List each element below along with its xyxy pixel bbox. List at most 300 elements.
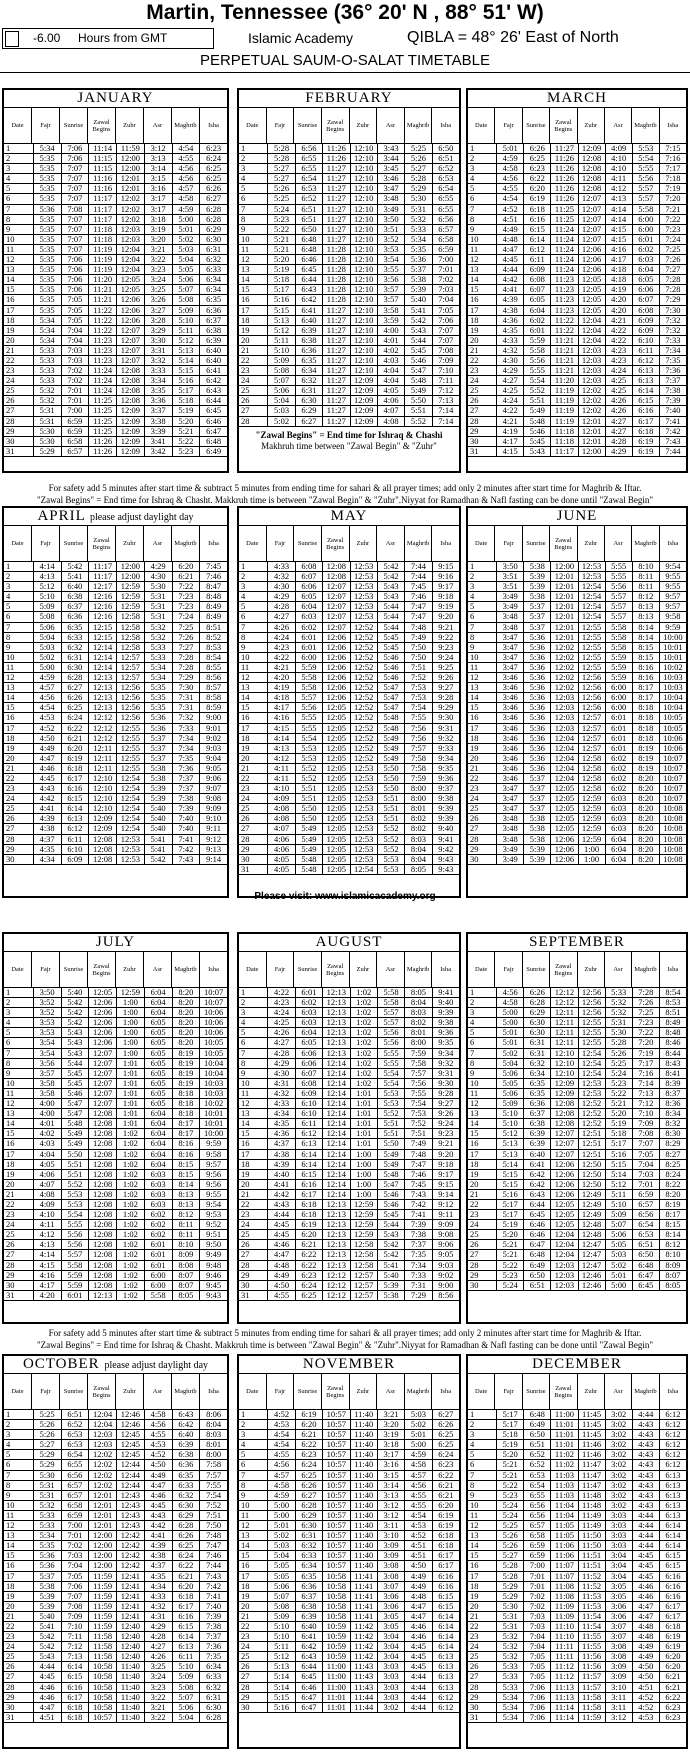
table-cell: 12:08	[323, 562, 350, 571]
gmt-checkbox[interactable]	[5, 31, 19, 47]
table-cell: 5:17	[497, 1410, 524, 1419]
table-cell: 8:01	[206, 1440, 222, 1450]
table-cell: 12:59	[117, 582, 145, 591]
table-cell: 4:32	[268, 572, 295, 581]
table-cell: 6:35	[62, 623, 90, 632]
table-cell: 6:22	[296, 1440, 323, 1449]
table-cell: 4:54	[34, 703, 62, 712]
month-january	[2, 88, 229, 473]
table-cell: 7:38	[665, 386, 681, 396]
table-cell: 7:11	[438, 376, 454, 386]
table-cell: 8	[4, 633, 34, 642]
table-cell: 6:01	[606, 744, 633, 753]
table-cell: 10:57	[323, 1491, 350, 1500]
table-cell: 8:02	[405, 1018, 432, 1027]
table-cell: 6:16	[524, 215, 551, 224]
month-title	[468, 90, 686, 108]
table-cell: 5:35	[34, 154, 62, 163]
table-cell: 3:58	[34, 1079, 62, 1088]
month-name: MAY	[330, 508, 368, 524]
table-cell: 3:04	[378, 1632, 405, 1641]
table-cell: 7:30	[173, 683, 201, 692]
table-cell: 11:59	[89, 1612, 117, 1621]
table-cell: 7:13	[438, 396, 454, 406]
column-header: Fajr	[32, 108, 60, 143]
table-cell: 5:42	[378, 1250, 405, 1259]
table-cell: 12:58	[351, 1261, 378, 1270]
table-cell: 12:00	[89, 1561, 117, 1570]
table-cell: 5:49	[62, 1129, 90, 1138]
table-cell: 11:40	[117, 1662, 145, 1671]
table-cell: 5:23	[268, 215, 295, 224]
table-cell: 8:01	[405, 1028, 432, 1037]
table-cell: 12:12	[551, 988, 578, 997]
table-row	[468, 245, 686, 255]
month-july	[2, 932, 229, 1324]
table-cell: 6:40	[206, 345, 222, 355]
table-cell: 10:57	[323, 1450, 350, 1459]
table-cell: 11:27	[323, 326, 350, 335]
table-cell: 5:51	[524, 396, 551, 405]
table-cell: 6:16	[633, 406, 660, 415]
table-cell: 10:58	[323, 1602, 350, 1611]
table-cell: 12:08	[89, 1281, 117, 1290]
table-cell: 10:08	[663, 854, 683, 864]
page-title: Martin, Tennessee (36° 20' N , 88° 51' W)	[146, 1, 544, 24]
table-row	[468, 417, 686, 427]
table-cell: 4:45	[633, 1572, 660, 1581]
table-cell: 25	[468, 1230, 497, 1239]
table-cell: 7:36	[173, 764, 201, 773]
table-cell: 11:43	[351, 1662, 378, 1671]
table-cell: 6:04	[145, 1150, 173, 1159]
table-cell: 19	[4, 1170, 34, 1179]
table-cell: 9	[4, 1491, 34, 1500]
table-cell: 12:56	[579, 673, 606, 682]
table-row	[239, 1521, 459, 1531]
table-row	[239, 1693, 459, 1703]
table-cell: 12:07	[551, 1139, 578, 1148]
table-cell: 18	[4, 734, 34, 743]
table-cell: 11:53	[579, 1592, 606, 1601]
table-cell: 9:55	[665, 582, 681, 592]
table-cell: 8:56	[206, 673, 222, 683]
table-cell: 4:15	[606, 225, 633, 234]
table-cell: 11:27	[323, 346, 350, 355]
table-cell: 5:12	[173, 336, 201, 345]
table-cell: 4:53	[34, 713, 62, 722]
table-row	[468, 1491, 686, 1501]
table-cell: 5:42	[378, 572, 405, 581]
table-cell: 5:58	[296, 673, 323, 682]
table-cell: 7:51	[405, 1129, 432, 1138]
table-cell: 12:12	[89, 713, 117, 722]
table-row	[468, 1150, 686, 1160]
table-cell: 4:37	[34, 835, 62, 844]
table-cell: 3:04	[378, 1642, 405, 1651]
table-cell: 8:36	[665, 1099, 681, 1109]
table-cell: 12:06	[551, 835, 578, 844]
table-row	[239, 346, 459, 356]
table-cell: 5:35	[34, 235, 62, 244]
table-cell: 1	[468, 988, 497, 997]
table-cell: 5:49	[378, 1160, 405, 1169]
table-cell: 6:14	[438, 1632, 454, 1642]
table-cell: 5:28	[268, 154, 295, 163]
table-cell: 11:26	[551, 194, 578, 203]
table-cell: 5:18	[268, 275, 295, 284]
table-cell: 2	[468, 998, 497, 1007]
table-cell: 20	[468, 754, 497, 763]
table-cell: 6:22	[665, 1692, 681, 1702]
table-cell: 4:04	[34, 1150, 62, 1159]
table-cell: 6:40	[173, 1430, 201, 1439]
table-cell: 4:50	[145, 1460, 173, 1469]
table-cell: 5:31	[145, 602, 173, 611]
table-row	[239, 1119, 459, 1129]
table-cell: 12:03	[551, 703, 578, 712]
table-cell: 5:10	[268, 346, 295, 355]
table-cell: 27	[4, 1672, 34, 1681]
table-cell: 6:04	[524, 306, 551, 315]
table-cell: 6:07	[296, 572, 323, 581]
table-cell: 20	[4, 754, 34, 763]
table-cell: 4:28	[268, 602, 295, 611]
table-cell: 5:29	[34, 1450, 62, 1459]
table-cell: 5:25	[268, 194, 295, 203]
table-cell: 11:27	[323, 396, 350, 405]
table-cell: 8:46	[665, 1038, 681, 1048]
table-cell: 12:10	[351, 255, 378, 264]
month-daylight-note: please adjust daylight day	[89, 512, 194, 523]
table-row	[239, 1511, 459, 1521]
table-cell: 6:11	[296, 1119, 323, 1128]
table-cell: 6:24	[173, 1551, 201, 1560]
table-cell: 11:27	[323, 184, 350, 193]
table-row	[468, 784, 686, 794]
table-row	[4, 1460, 227, 1470]
table-cell: 11:40	[351, 1491, 378, 1500]
table-cell: 1:01	[351, 1119, 378, 1128]
table-cell: 24	[239, 1642, 268, 1651]
table-cell: 8:18	[633, 703, 660, 712]
table-cell: 12:41	[117, 1572, 145, 1581]
table-cell: 6:06	[296, 1049, 323, 1058]
table-cell: 6:47	[296, 1703, 323, 1712]
table-cell: 12:14	[323, 1069, 350, 1078]
table-cell: 6:04	[145, 1119, 173, 1128]
month-september	[466, 932, 688, 1324]
table-cell: 6:06	[633, 285, 660, 294]
table-cell: 7	[4, 1049, 34, 1058]
table-cell: 5:51	[378, 814, 405, 823]
table-row	[239, 144, 459, 154]
table-row	[468, 1028, 686, 1038]
column-header: Fajr	[32, 1374, 60, 1409]
table-row	[4, 1642, 227, 1652]
table-cell: 5:37	[524, 804, 551, 813]
table-cell: 4:55	[173, 154, 201, 163]
table-cell: 5:12	[606, 1180, 633, 1189]
table-cell: 5:15	[606, 1160, 633, 1169]
table-cell: 5:42	[62, 1008, 90, 1017]
table-cell: 6:07	[296, 1069, 323, 1078]
table-cell: 12:05	[323, 703, 350, 712]
table-cell: 4:25	[497, 386, 524, 395]
column-header: Zawal Begins	[550, 952, 577, 987]
table-row	[468, 1018, 686, 1028]
table-cell: 11:07	[551, 1561, 578, 1570]
table-cell: 30	[239, 1281, 268, 1290]
column-header: Sunrise	[294, 952, 322, 987]
table-cell: 3:22	[145, 255, 173, 264]
table-cell: 11:26	[551, 154, 578, 163]
table-cell: 4:13	[268, 744, 295, 753]
table-cell: 6:42	[296, 295, 323, 304]
table-cell: 5:56	[62, 1240, 90, 1249]
table-cell: 17	[4, 306, 34, 315]
table-cell: 10:04	[663, 693, 683, 703]
table-cell: 5:17	[606, 1139, 633, 1148]
table-cell: 9	[239, 225, 268, 234]
table-row	[4, 602, 227, 612]
table-cell: 12:07	[579, 194, 606, 203]
table-cell: 8:10	[665, 1250, 681, 1260]
table-cell: 12:07	[323, 602, 350, 611]
table-cell: 23	[468, 784, 497, 793]
table-cell: 7:35	[206, 1652, 222, 1662]
table-cell: 5:38	[524, 562, 551, 571]
table-cell: 8:20	[665, 1189, 681, 1199]
column-header: Asr	[377, 952, 405, 987]
table-cell: 11:26	[323, 154, 350, 163]
table-cell: 9:05	[206, 763, 222, 773]
table-row	[239, 1410, 459, 1420]
table-cell: 1:02	[117, 1170, 145, 1179]
table-cell: 11:03	[551, 1481, 578, 1490]
table-cell: 6:19	[633, 437, 660, 446]
table-cell: 11:50	[579, 1541, 606, 1550]
table-cell: 8:14	[173, 1180, 201, 1189]
table-cell: 1:00	[351, 1190, 378, 1199]
table-cell: 12:01	[89, 1491, 117, 1500]
table-cell: 6:45	[524, 1210, 551, 1219]
table-cell: 1:02	[351, 1049, 378, 1058]
table-cell: 4	[4, 174, 34, 183]
table-cell: 12:03	[89, 1440, 117, 1449]
table-cell: 9:26	[438, 1109, 454, 1119]
table-cell: 12:55	[117, 744, 145, 753]
table-cell: 8:15	[633, 643, 660, 652]
table-cell: 5:24	[497, 1511, 524, 1520]
table-cell: 7:20	[665, 194, 681, 204]
table-cell: 16	[239, 295, 268, 304]
column-header: Isha	[667, 1388, 679, 1395]
table-cell: 8:20	[633, 794, 660, 803]
table-cell: 5:31	[405, 205, 432, 214]
month-march	[466, 88, 688, 473]
table-cell: 5:34	[145, 663, 173, 672]
table-cell: 6:13	[665, 1500, 681, 1510]
table-cell: 4:04	[378, 366, 405, 375]
table-cell: 5:09	[34, 602, 62, 611]
table-cell: 9	[4, 1069, 34, 1078]
table-cell: 6:04	[296, 1028, 323, 1037]
table-cell: 14	[4, 1119, 34, 1128]
table-cell: 11:58	[89, 1642, 117, 1651]
table-cell: 5	[4, 602, 34, 611]
table-cell: 3:46	[497, 693, 524, 702]
table-row	[468, 215, 686, 225]
table-cell: 5:57	[62, 1250, 90, 1259]
table-cell: 7:07	[62, 215, 90, 224]
table-cell: 12:08	[89, 1139, 117, 1148]
table-cell: 11:27	[323, 417, 350, 426]
table-row	[4, 764, 227, 774]
table-row	[468, 1450, 686, 1460]
table-cell: 12:59	[351, 1220, 378, 1229]
table-cell: 11	[4, 245, 34, 254]
table-cell: 7:29	[405, 1291, 432, 1300]
table-cell: 11:09	[551, 1612, 578, 1621]
table-cell: 12:53	[351, 602, 378, 611]
table-cell: 12:46	[579, 1271, 606, 1280]
table-cell: 5:33	[34, 346, 62, 355]
table-cell: 9:21	[438, 622, 454, 632]
table-cell: 16	[468, 295, 497, 304]
table-row	[4, 643, 227, 653]
table-cell: 9	[468, 1069, 497, 1078]
table-cell: 11:41	[351, 1602, 378, 1611]
table-cell: 12:07	[89, 1089, 117, 1098]
table-cell: 18	[4, 316, 34, 325]
table-cell: 5:58	[633, 205, 660, 214]
table-cell: 12:01	[551, 612, 578, 621]
table-row	[4, 804, 227, 814]
table-cell: 5:31	[497, 1622, 524, 1631]
table-cell: 12:11	[89, 764, 117, 773]
table-cell: 12:02	[89, 1450, 117, 1459]
table-cell: 28	[239, 1261, 268, 1270]
table-cell: 12:02	[117, 205, 145, 214]
table-cell: 11:28	[323, 265, 350, 274]
table-cell: 12:06	[323, 673, 350, 682]
table-cell: 4:53	[405, 1521, 432, 1530]
table-cell: 24	[4, 1220, 34, 1229]
table-row	[468, 1170, 686, 1180]
table-cell: 9:24	[438, 652, 454, 662]
table-row	[4, 1531, 227, 1541]
table-cell: 8:15	[173, 1170, 201, 1179]
table-row	[239, 336, 459, 346]
table-cell: 4:05	[34, 1160, 62, 1169]
table-cell: 4:17	[268, 703, 295, 712]
table-cell: 12:58	[117, 623, 145, 632]
table-cell: 6:14	[524, 235, 551, 244]
table-cell: 8:29	[665, 1139, 681, 1149]
table-cell: 11:21	[551, 356, 578, 365]
table-cell: 12:09	[117, 417, 145, 426]
table-row	[239, 1220, 459, 1230]
table-cell: 7:38	[173, 794, 201, 803]
table-cell: 20	[239, 754, 268, 763]
table-cell: 5:13	[173, 346, 201, 355]
table-cell: 10:57	[323, 1561, 350, 1570]
table-cell: 7:18	[665, 174, 681, 184]
table-cell: 6:21	[438, 1490, 454, 1500]
table-cell: 12:10	[351, 154, 378, 163]
table-cell: 6:52	[62, 1420, 90, 1429]
table-cell: 6:20	[438, 1500, 454, 1510]
table-row	[239, 1642, 459, 1652]
table-cell: 4:46	[145, 1491, 173, 1500]
column-header: Maghrib	[172, 952, 200, 987]
table-cell: 7:23	[173, 602, 201, 611]
table-cell: 6:15	[524, 225, 551, 234]
table-cell: 7:54	[405, 703, 432, 712]
table-cell: 9:08	[206, 794, 222, 804]
table-cell: 3:06	[378, 1602, 405, 1611]
table-cell: 5:39	[145, 794, 173, 803]
column-header: Isha	[440, 540, 452, 547]
table-cell: 4:20	[34, 1291, 62, 1300]
table-cell: 5:23	[497, 1491, 524, 1500]
table-cell: 9	[239, 643, 268, 652]
table-cell: 6:01	[296, 988, 323, 997]
column-header: Asr	[377, 526, 405, 561]
table-cell: 12:52	[351, 734, 378, 743]
website-note[interactable]: Please visit: www.islamicacademy.org	[254, 891, 436, 902]
table-cell: 12:07	[117, 336, 145, 345]
table-cell: 12:00	[89, 1541, 117, 1550]
table-cell: 8:20	[173, 1028, 201, 1037]
table-cell: 28	[468, 417, 497, 426]
table-cell: 4:33	[497, 336, 524, 345]
table-cell: 5:38	[524, 814, 551, 823]
table-cell: 5:42	[62, 562, 90, 571]
column-header: Sunrise	[60, 526, 88, 561]
table-row	[239, 1200, 459, 1210]
table-cell: 4:32	[268, 1089, 295, 1098]
table-cell: 4:24	[268, 1008, 295, 1017]
month-name: AUGUST	[315, 934, 383, 950]
table-cell: 7:25	[173, 623, 201, 632]
table-cell: 5:41	[378, 1261, 405, 1270]
table-row	[239, 406, 459, 416]
table-cell: 6:53	[296, 184, 323, 193]
month-title	[239, 90, 459, 108]
table-cell: 6:24	[296, 1281, 323, 1290]
table-row	[239, 713, 459, 723]
table-cell: 5:39	[524, 855, 551, 864]
table-cell: 12:08	[89, 1119, 117, 1128]
table-cell: 1:00	[117, 998, 145, 1007]
table-row	[239, 855, 459, 865]
table-cell: 4:58	[145, 1410, 173, 1419]
table-cell: 6:18	[438, 1531, 454, 1541]
column-header: Sunrise	[60, 108, 88, 143]
table-cell: 6:36	[62, 612, 90, 621]
table-cell: 11:20	[89, 275, 117, 284]
table-cell: 12:09	[117, 406, 145, 415]
table-cell: 7:33	[405, 1271, 432, 1280]
table-cell: 12:13	[323, 1038, 350, 1047]
table-cell: 9:06	[438, 1240, 454, 1250]
table-cell: 12:10	[351, 295, 378, 304]
table-cell: 9	[468, 1491, 497, 1500]
table-cell: 5:45	[62, 1079, 90, 1088]
table-cell: 22	[239, 1622, 268, 1631]
